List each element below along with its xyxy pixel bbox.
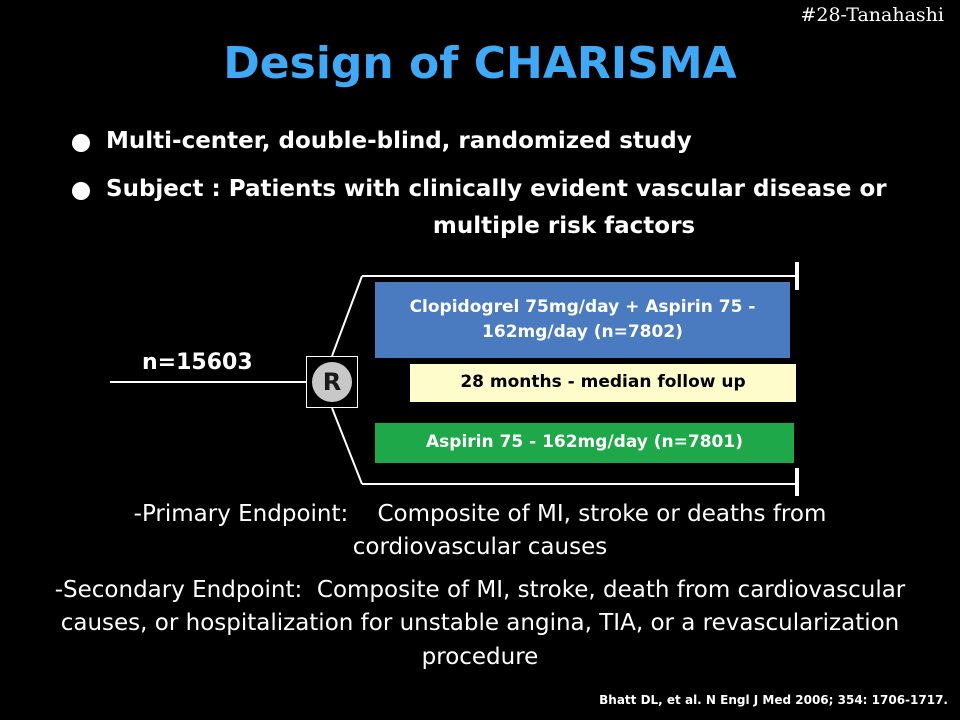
arm-aspirin-box: Aspirin 75 - 162mg/day (n=7801) <box>375 423 794 463</box>
secondary-endpoint: -Secondary Endpoint: Composite of MI, stroke, death from cardiovascular causes, or hospitalization for unstable angina, TIA, or a revascularization procedure <box>54 577 913 670</box>
arm-clopidogrel-box: Clopidogrel 75mg/day + Aspirin 75 - 162mg/day (n=7802) <box>375 282 790 358</box>
citation: Bhatt DL, et al. N Engl J Med 2006; 354: 1706-1717. <box>599 693 948 707</box>
primary-endpoint: -Primary Endpoint: Composite of MI, stroke or deaths from cordiovascular causes <box>133 501 834 561</box>
bullet-text: Multi-center, double-blind, randomized study <box>106 128 692 154</box>
lower-branch-diagonal <box>332 408 362 484</box>
bullet-continuation: multiple risk factors <box>432 213 696 239</box>
randomization-node <box>306 356 358 408</box>
follow-up-box: 28 months - median follow up <box>410 364 796 402</box>
randomization-label: R <box>312 362 352 402</box>
bullet-text: Subject : Patients with clinically evident vascular disease or <box>106 176 887 202</box>
slide-id: #28-Tanahashi <box>800 4 944 26</box>
upper-branch-diagonal <box>332 276 362 356</box>
slide-title: Design of CHARISMA <box>223 38 737 89</box>
enrollment-count: n=15603 <box>142 350 253 375</box>
